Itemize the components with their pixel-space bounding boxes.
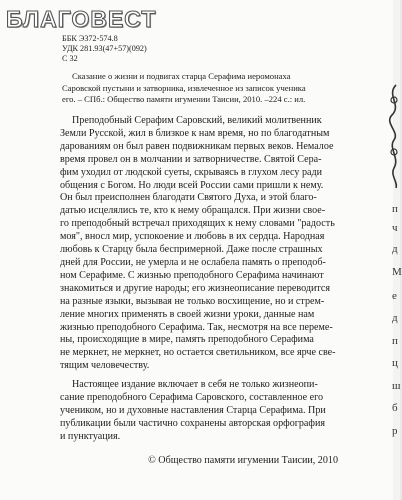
edge-letter: ш	[392, 380, 401, 392]
paragraph-line: любовь к Старцу была беспримерной. Даже после страшных	[60, 244, 323, 256]
edge-letter: д	[392, 243, 398, 255]
paragraph-line: Земли Русской, жил в близкое к нам время, но по благодатным	[60, 127, 330, 139]
paragraph-line: на разные языки, вызывая не только восхищение, но и стрем-	[60, 295, 325, 307]
paragraph-2	[60, 379, 338, 444]
paragraph-line: и пунктуация.	[60, 430, 121, 442]
paragraph-1	[60, 115, 338, 373]
paragraph-line: жизнью преподобного Серафима. Так, несмотря на все переме-	[60, 321, 333, 333]
paragraph-line: фим уходил от людской суеты, скрываясь в глухом лесу ради	[60, 166, 323, 178]
edge-letter: ц	[392, 357, 398, 369]
edge-letter: п	[392, 203, 398, 215]
paragraph-line: го преподобный встречал приходящих к нему словами "радость	[60, 218, 335, 230]
description-line: его. – СПб.: Общество памяти игумении Таисии, 2010. –224 с.: ил.	[62, 94, 306, 104]
edge-letter: д	[392, 312, 398, 324]
paragraph-line: сание преподобного Серафима Саровского, составленное его	[60, 391, 324, 403]
paragraph-line: Настоящее издание включает в себя не только жизнеопи-	[72, 379, 318, 390]
paragraph-line: не меркнет, не меркнет, но остается светильником, все ярче све-	[60, 347, 336, 359]
author-mark: С 32	[62, 54, 78, 63]
edge-letter: е	[392, 290, 397, 302]
paragraph-line: Преподобный Серафим Саровский, великий молитвенник	[72, 115, 322, 126]
paragraph-line: учеником, но и духовные наставления Старца Серафима. При	[60, 404, 326, 416]
edge-letter: М	[392, 266, 402, 278]
paragraph-line: ны, происходящие в мире, память преподобного Серафима	[60, 334, 314, 346]
edge-letter: б	[392, 402, 398, 414]
facing-page-letters	[385, 0, 400, 500]
description-line: Сказание о жизни и подвигах старца Серафима иеромонаха	[72, 71, 291, 81]
edge-letter: ч	[392, 222, 398, 234]
paragraph-line: публикации были частично сохранены авторская орфография	[60, 417, 325, 429]
udk-code: УДК 281.93(47+57)(092)	[62, 44, 147, 53]
paragraph-line: общения с Богом. Но люди всей России сами пришли к нему.	[60, 179, 324, 191]
copyright-notice: © Общество памяти игумении Таисии, 2010	[148, 455, 338, 466]
book-description	[62, 71, 336, 106]
edge-letter: р	[392, 425, 398, 437]
bbk-code: ББК Э372-574.8	[62, 34, 118, 43]
paragraph-line: дней для России, не умерла и не ослабела память о преподоб-	[60, 256, 326, 268]
paragraph-line: Он был преисполнен благодати Святого Духа, и этой благо-	[60, 192, 317, 204]
paragraph-line: ление многих применять в своей жизни уроки, данные нам	[60, 308, 315, 320]
paragraph-line: датью исцелялись те, кто к нему обращался. При жизни свое-	[60, 205, 326, 217]
paragraph-line: дарованиям он был равен подвижникам первых веков. Немалое	[60, 140, 334, 152]
description-line: Саровской пустыни и затворника, извлеченное из записок ученика	[62, 82, 306, 93]
paragraph-line: ном Серафиме. С жизнью преподобного Серафима начинают	[60, 269, 324, 281]
paragraph-line: тящим человечеству.	[60, 360, 150, 372]
paragraph-line: время провел он в молчании и затворничестве. Святой Сера-	[60, 153, 322, 165]
paragraph-line: знакомиться и другие народы; его жизнеописание переводится	[60, 282, 331, 294]
watermark-logo: БЛАГОВЕСТ	[6, 6, 157, 32]
bibliographic-codes	[62, 34, 147, 64]
edge-letter: п	[392, 335, 398, 347]
paragraph-line: моя", вносл мир, успокоение и любовь в их сердца. Народная	[60, 231, 325, 243]
